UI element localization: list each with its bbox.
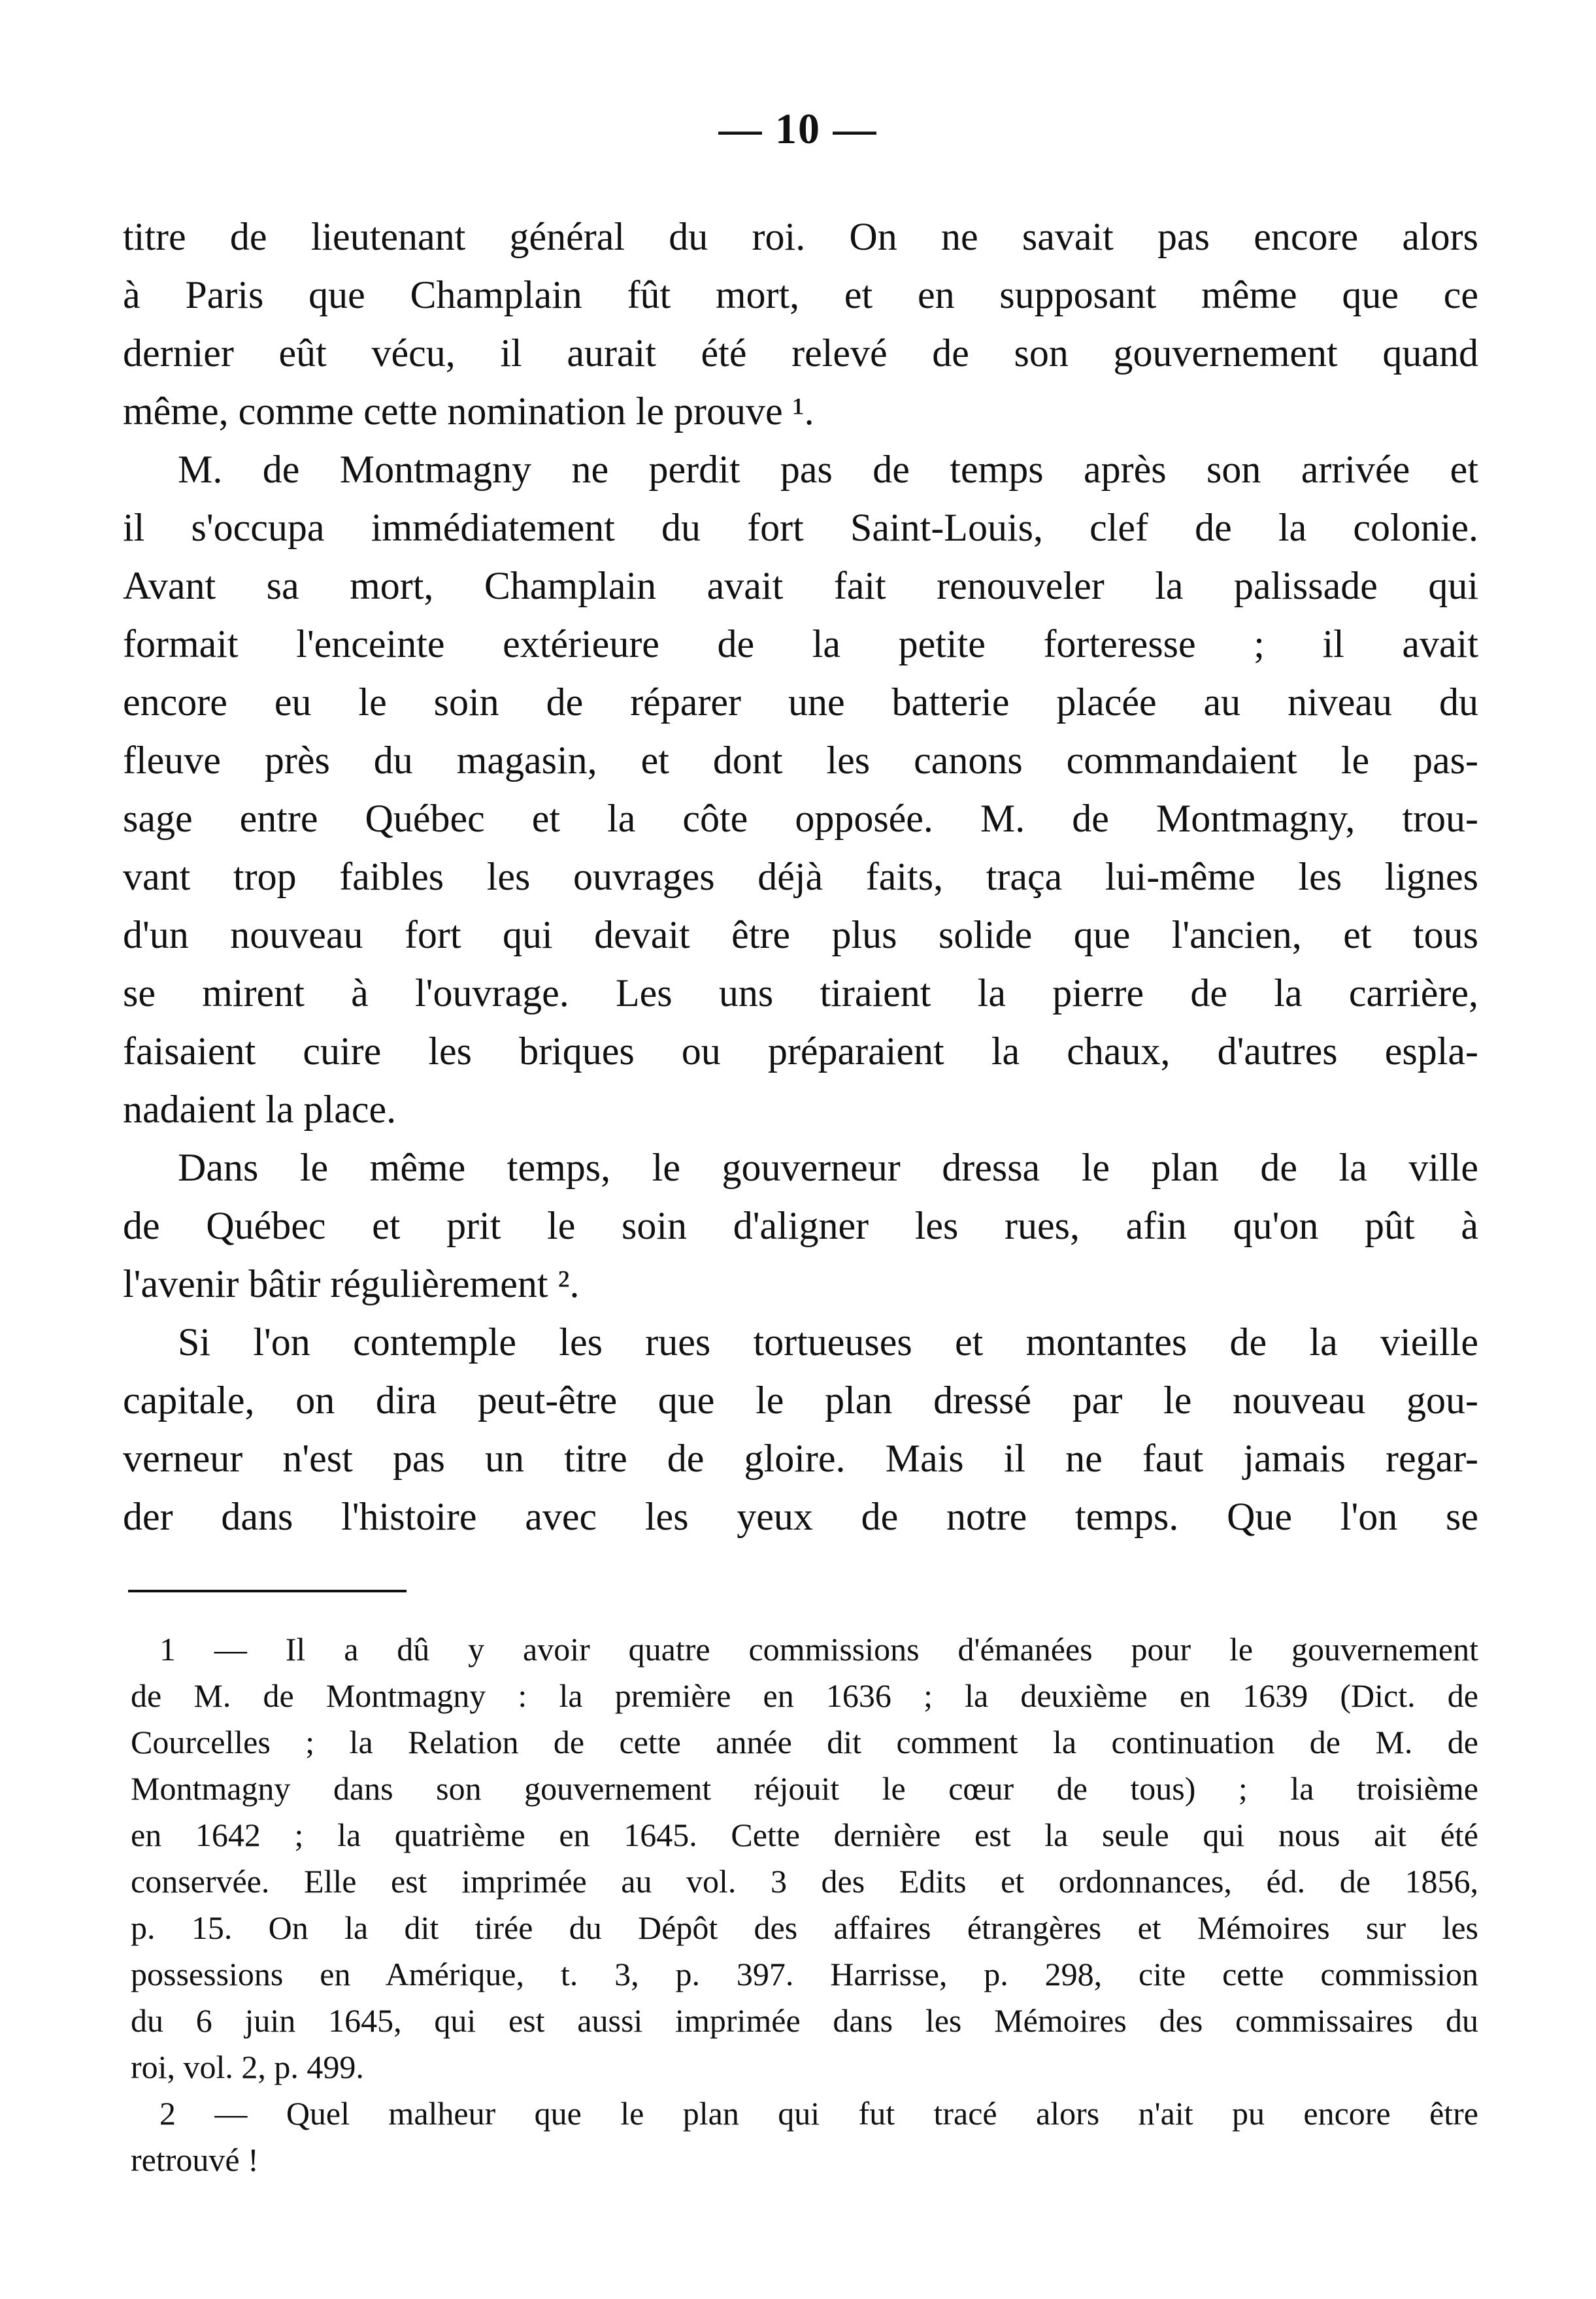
text-line: à Paris que Champlain fût mort, et en supposant même que ce xyxy=(123,273,1478,316)
text-line: même, comme cette nomination le prouve ¹. xyxy=(123,390,814,433)
text-line: se mirent à l'ouvrage. Les uns tiraient la pierre de la carrière, xyxy=(123,971,1478,1015)
text-line: d'un nouveau fort qui devait être plus solide que l'ancien, et tous xyxy=(123,913,1478,956)
text-line: capitale, on dira peut-être que le plan dressé par le nouveau gou- xyxy=(123,1379,1478,1422)
text-line: verneur n'est pas un titre de gloire. Mais il ne faut jamais regar- xyxy=(123,1437,1478,1480)
text-line: der dans l'histoire avec les yeux de notre temps. Que l'on se xyxy=(123,1495,1478,1538)
text-line: il s'occupa immédiatement du fort Saint-Louis, clef de la colonie. xyxy=(123,506,1478,549)
footnote-line: Montmagny dans son gouvernement réjouit le cœur de tous) ; la troisième xyxy=(131,1770,1478,1807)
footnotes xyxy=(131,1626,1478,2183)
text-line: de Québec et prit le soin d'aligner les rues, afin qu'on pût à xyxy=(123,1204,1478,1247)
text-line: formait l'enceinte extérieure de la petite forteresse ; il avait xyxy=(123,622,1478,665)
footnote-line: du 6 juin 1645, qui est aussi imprimée dans les Mémoires des commissaires du xyxy=(131,2002,1478,2039)
footnote-line: conservée. Elle est imprimée au vol. 3 des Edits et ordonnances, éd. de 1856, xyxy=(131,1863,1478,1900)
text-line: M. de Montmagny ne perdit pas de temps après son arrivée et xyxy=(178,448,1478,491)
text-line: sage entre Québec et la côte opposée. M. de Montmagny, trou- xyxy=(123,797,1478,840)
footnote-line: 2 — Quel malheur que le plan qui fut tracé alors n'ait pu encore être xyxy=(159,2095,1478,2132)
page-number: — 10 — xyxy=(718,105,878,153)
text-line: nadaient la place. xyxy=(123,1088,397,1131)
footnote-line: possessions en Amérique, t. 3, p. 397. Harrisse, p. 298, cite cette commission xyxy=(131,1956,1478,1992)
text-line: l'avenir bâtir régulièrement ². xyxy=(123,1262,580,1305)
footnote-divider xyxy=(128,1590,407,1592)
footnote-line: Courcelles ; la Relation de cette année dit comment la continuation de M. de xyxy=(131,1724,1478,1760)
text-line: dernier eût vécu, il aurait été relevé de son gouvernement quand xyxy=(123,331,1478,375)
text-line: encore eu le soin de réparer une batterie placée au niveau du xyxy=(123,680,1478,724)
text-line: Si l'on contemple les rues tortueuses et montantes de la vieille xyxy=(178,1320,1478,1364)
text-line: faisaient cuire les briques ou préparaient la chaux, d'autres espla- xyxy=(123,1030,1478,1073)
main-text xyxy=(123,208,1478,1546)
footnote-line: de M. de Montmagny : la première en 1636 ; la deuxième en 1639 (Dict. de xyxy=(131,1677,1478,1714)
text-line: Dans le même temps, le gouverneur dressa le plan de la ville xyxy=(178,1146,1478,1189)
footnote-line: retrouvé ! xyxy=(131,2141,259,2178)
footnote-line: en 1642 ; la quatrième en 1645. Cette dernière est la seule qui nous ait été xyxy=(131,1817,1478,1853)
text-line: fleuve près du magasin, et dont les canons commandaient le pas- xyxy=(123,739,1478,782)
footnote-line: 1 — Il a dû y avoir quatre commissions d'émanées pour le gouvernement xyxy=(159,1631,1478,1668)
text-line: Avant sa mort, Champlain avait fait renouveler la palissade qui xyxy=(123,564,1478,607)
text-line: titre de lieutenant général du roi. On ne savait pas encore alors xyxy=(123,215,1478,258)
text-line: vant trop faibles les ouvrages déjà faits, traça lui-même les lignes xyxy=(123,855,1478,898)
footnote-line: p. 15. On la dit tirée du Dépôt des affaires étrangères et Mémoires sur les xyxy=(131,1909,1478,1946)
footnote-line: roi, vol. 2, p. 499. xyxy=(131,2049,364,2085)
